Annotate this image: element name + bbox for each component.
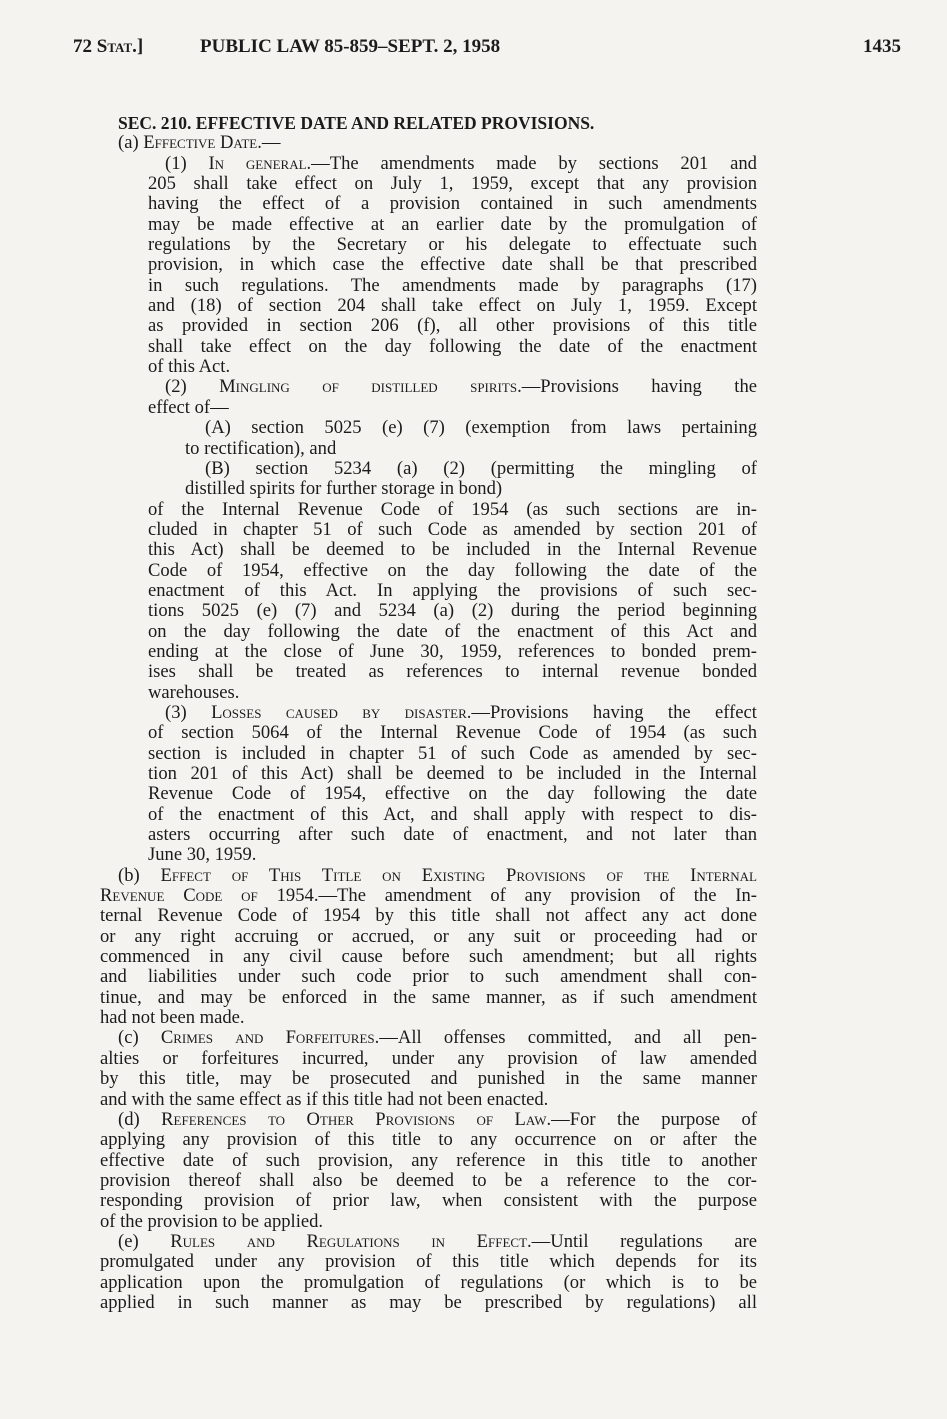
text-segment: shall take effect on the day following the date of the enactment [148, 335, 757, 357]
text-segment: asters occurring after such date of enactment, and not later than [148, 824, 757, 846]
text-segment: or any right accruing or accrued, or any suit or proceeding had or [100, 925, 757, 947]
text-segment: .—Until regulations are [527, 1230, 757, 1252]
text-line [148, 540, 757, 560]
subsection-heading: Rules and Regulations in Effect [170, 1230, 528, 1252]
text-line [148, 215, 757, 235]
text-segment: on the day following the date of the enactment of this Act and [148, 620, 757, 642]
text-line [118, 1028, 757, 1048]
text-segment: warehouses. [148, 681, 240, 703]
text-line [100, 886, 757, 906]
text-line [148, 398, 757, 418]
text-line [148, 622, 757, 642]
text-line [100, 947, 757, 967]
section-heading [118, 113, 757, 133]
text-segment: promulgated under any provision of this title which depends for its [100, 1251, 757, 1273]
text-segment: may be made effective at an earlier date by the promulgation of [148, 213, 757, 235]
text-segment: 205 shall take effect on July 1, 1959, except that any provision [148, 173, 757, 195]
text-segment: by this title, may be prosecuted and punished in the same manner [100, 1068, 757, 1090]
text-line [148, 561, 757, 581]
subsection-heading: Revenue Code of 1954 [100, 885, 314, 907]
text-line [148, 825, 757, 845]
text-segment: application upon the promulgation of regulations (or which is to be [100, 1271, 757, 1293]
text-line [165, 154, 757, 174]
subsection-heading: Losses caused by disaster [211, 701, 467, 723]
subsection-heading: Crimes and Forfeitures [160, 1027, 375, 1049]
text-line [100, 1151, 757, 1171]
text-line [165, 377, 757, 397]
text-line [148, 581, 757, 601]
text-line [148, 764, 757, 784]
text-segment: .— [257, 132, 281, 154]
text-segment: of section 5064 of the Internal Revenue Code of 1954 (as such [148, 722, 757, 744]
text-segment: .—The amendment of any provision of the In- [313, 885, 757, 907]
text-line [148, 357, 757, 377]
text-segment: and with the same effect as if this title had not been enacted. [100, 1088, 549, 1110]
text-line [148, 337, 757, 357]
text-segment: Code of 1954, effective on the day following the date of the [148, 559, 757, 581]
text-line [148, 723, 757, 743]
text-segment: having the effect of a provision contained in such amendments [148, 193, 757, 215]
text-line [100, 1130, 757, 1150]
text-segment: (1) [165, 152, 209, 174]
subsection-heading: Mingling of distilled spirits [219, 376, 518, 398]
text-segment: of the Internal Revenue Code of 1954 (as such sections are in- [148, 498, 757, 520]
text-segment: as provided in section 206 (f), all other provisions of this title [148, 315, 757, 337]
text-segment: responding provision of prior law, when consistent with the purpose [100, 1190, 757, 1212]
text-line [118, 133, 757, 153]
text-segment: tions 5025 (e) (7) and 5234 (a) (2) during the period beginning [148, 600, 757, 622]
text-segment: provision, in which case the effective date shall be that prescribed [148, 254, 757, 276]
volume-number: 72 [73, 36, 92, 57]
text-line [148, 662, 757, 682]
text-segment: effective date of such provision, any reference in this title to another [100, 1149, 757, 1171]
text-segment: (d) [118, 1108, 162, 1130]
text-segment: .—The amendments made by sections 201 and [306, 152, 757, 174]
text-segment: applying any provision of this title to any occurrence on or after the [100, 1129, 757, 1151]
text-line [100, 1171, 757, 1191]
text-segment: cluded in chapter 51 of such Code as amended by section 201 of [148, 518, 757, 540]
text-line [148, 194, 757, 214]
text-segment: (e) [118, 1230, 171, 1252]
text-line [100, 1293, 757, 1313]
text-segment: .—Provisions having the [517, 376, 757, 398]
text-segment: enactment of this Act. In applying the provisions of such sec- [148, 579, 757, 601]
text-line [100, 1090, 757, 1110]
text-line [118, 866, 757, 886]
text-segment: .—For the purpose of [546, 1108, 757, 1130]
text-line [148, 642, 757, 662]
text-line [148, 276, 757, 296]
running-title: PUBLIC LAW 85-859–SEPT. 2, 1958 [200, 36, 501, 57]
text-line [185, 479, 757, 499]
text-segment: (c) [118, 1027, 161, 1049]
text-line [148, 500, 757, 520]
text-segment: to rectification), and [185, 437, 337, 459]
text-segment: ending at the close of June 30, 1959, references to bonded prem- [148, 640, 757, 662]
text-segment: had not been made. [100, 1007, 245, 1029]
text-segment: commenced in any civil cause before such amendment; but all rights [100, 946, 757, 968]
text-line [148, 255, 757, 275]
subsection-heading: Effect of This Title on Existing Provisions of the Internal [160, 864, 757, 886]
document-body [0, 113, 947, 1313]
text-line [100, 967, 757, 987]
text-segment: (3) [165, 701, 212, 723]
text-line [100, 927, 757, 947]
text-line [118, 1232, 757, 1252]
text-segment: applied in such manner as may be prescribed by regulations) all [100, 1291, 757, 1313]
text-segment: of the provision to be applied. [100, 1210, 324, 1232]
text-segment: and (18) of section 204 shall take effect on July 1, 1959. Except [148, 295, 757, 317]
stat-label: Stat. [96, 36, 137, 57]
text-segment: of this Act. [148, 356, 231, 378]
text-segment: tion 201 of this Act) shall be deemed to be included in the Internal [148, 763, 757, 784]
text-segment: alties or forfeitures incurred, under any provision of law amended [100, 1047, 757, 1069]
header-stat-reference [73, 36, 143, 58]
text-line [148, 744, 757, 764]
text-line [148, 601, 757, 621]
text-line [100, 1049, 757, 1069]
subsection-heading: In general [208, 152, 307, 174]
text-line [100, 1273, 757, 1293]
text-line [148, 235, 757, 255]
text-line [100, 906, 757, 926]
text-segment: of the enactment of this Act, and shall apply with respect to dis- [148, 803, 757, 825]
text-segment: (A) section 5025 (e) (7) (exemption from laws pertaining [205, 417, 757, 439]
text-line [100, 1191, 757, 1211]
text-line [100, 1212, 757, 1232]
text-segment: ternal Revenue Code of 1954 by this title shall not affect any act done [100, 905, 757, 927]
text-line [148, 174, 757, 194]
text-line [148, 845, 757, 865]
text-line [148, 805, 757, 825]
text-segment: provision thereof shall also be deemed to be a reference to the cor- [100, 1169, 757, 1191]
text-line [148, 296, 757, 316]
text-segment: SEC. 210. EFFECTIVE DATE AND RELATED PROVISIONS. [118, 113, 595, 133]
text-line [205, 418, 757, 438]
text-line [148, 520, 757, 540]
text-line [100, 1252, 757, 1272]
text-segment: this Act) shall be deemed to be included in the Internal Revenue [148, 539, 757, 561]
bracket: ] [136, 36, 144, 57]
text-line [185, 439, 757, 459]
text-segment: ises shall be treated as references to internal revenue bonded [148, 661, 757, 683]
text-segment: tinue, and may be enforced in the same manner, as if such amendment [100, 986, 757, 1008]
text-segment: and liabilities under such code prior to such amendment shall con- [100, 966, 757, 988]
text-segment: (B) section 5234 (a) (2) (permitting the mingling of [205, 457, 757, 479]
text-line [100, 988, 757, 1008]
text-line [205, 459, 757, 479]
text-segment: .—Provisions having the effect [466, 701, 757, 723]
text-segment: (a) [118, 132, 144, 154]
subsection-heading: References to Other Provisions of Law [161, 1108, 547, 1130]
text-segment: (2) [165, 376, 220, 398]
text-segment: in such regulations. The amendments made by paragraphs (17) [148, 274, 757, 296]
text-segment: effect of— [148, 396, 229, 418]
page-number: 1435 [863, 36, 901, 57]
text-segment: regulations by the Secretary or his delegate to effectuate such [148, 234, 757, 256]
text-line [148, 784, 757, 804]
text-line [165, 703, 757, 723]
text-line [100, 1008, 757, 1028]
text-segment: June 30, 1959. [148, 844, 257, 866]
text-segment: (b) [118, 864, 161, 886]
text-line [118, 1110, 757, 1130]
text-line [100, 1069, 757, 1089]
text-line [148, 316, 757, 336]
text-segment: .—All offenses committed, and all pen- [374, 1027, 757, 1049]
text-segment: section is included in chapter 51 of such Code as amended by sec- [148, 742, 757, 764]
text-segment: distilled spirits for further storage in bond) [185, 478, 503, 500]
subsection-heading: Effective Date [143, 132, 258, 154]
text-line [148, 683, 757, 703]
text-segment: Revenue Code of 1954, effective on the day following the date [148, 783, 757, 805]
